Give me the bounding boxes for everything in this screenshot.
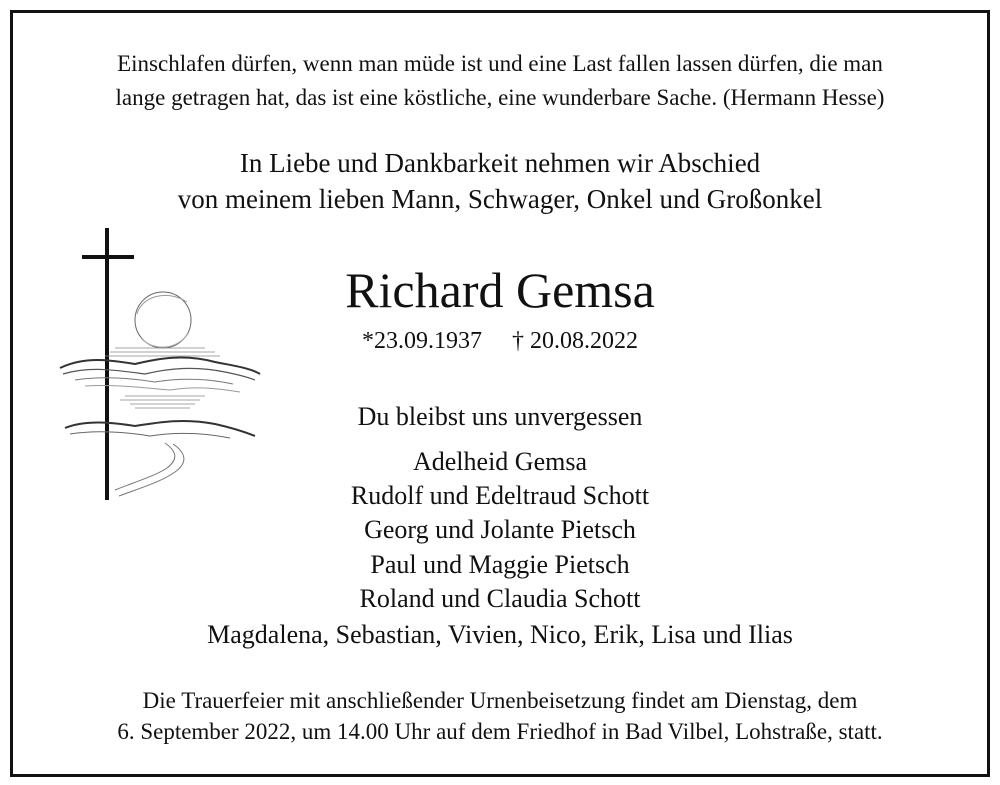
quote-line-1: Einschlafen dürfen, wenn man müde ist und eine Last fallen lassen dürfen, die man xyxy=(117,51,883,76)
funeral-notice-line-1: Die Trauerfeier mit anschließender Urnenbeisetzung findet am Dienstag, dem xyxy=(142,688,858,713)
mourner-name: Paul und Maggie Pietsch xyxy=(370,550,630,579)
birth-date: *23.09.1937 xyxy=(362,328,482,354)
cross-landscape-illustration xyxy=(55,228,265,503)
path-sketch xyxy=(115,443,184,496)
quote-line-2: lange getragen hat, das ist eine köstliche, eine wunderbare Sache. (Hermann Hesse) xyxy=(115,85,885,110)
intro-line-1: In Liebe und Dankbarkeit nehmen wir Abschied xyxy=(239,148,761,178)
cross-vertical-beam xyxy=(105,228,109,500)
motto: Du bleibst uns unvergessen xyxy=(357,402,643,431)
mourner-name: Roland und Claudia Schott xyxy=(359,584,641,613)
mountain-sketch xyxy=(60,358,260,392)
mourner-name: Georg und Jolante Pietsch xyxy=(364,515,636,544)
funeral-notice-line-2: 6. September 2022, um 14.00 Uhr auf dem Friedhof in Bad Vilbel, Lohstraße, statt. xyxy=(117,719,883,744)
mourner-name: Adelheid Gemsa xyxy=(412,447,587,476)
mourner-name-grandchildren: Magdalena, Sebastian, Vivien, Nico, Erik, Lisa und Ilias xyxy=(207,620,793,649)
mourner-name: Rudolf und Edeltraud Schott xyxy=(350,481,650,510)
intro-line-2: von meinem lieben Mann, Schwager, Onkel und Großonkel xyxy=(177,184,823,214)
death-date: † 20.08.2022 xyxy=(512,328,638,354)
lower-mountain-sketch xyxy=(65,421,255,438)
cross-horizontal-beam xyxy=(82,255,134,259)
sun-icon xyxy=(135,292,191,348)
deceased-name: Richard Gemsa xyxy=(345,262,655,318)
